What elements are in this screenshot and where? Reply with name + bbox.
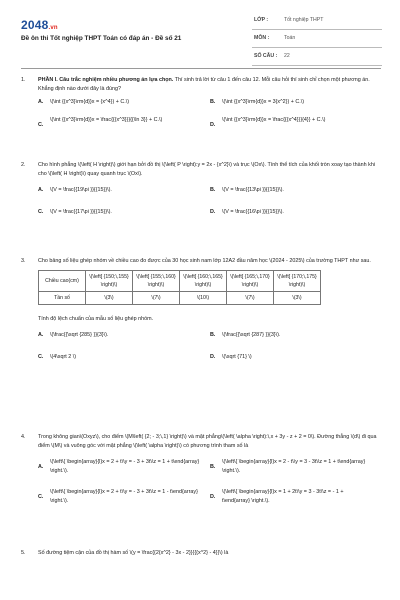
answer-options: A. \(\frac{{\sqrt {285} }}{3}\). B. \(\frac{{\sqrt {287} }}{3}\). C. \(4\sqrt 2 \) D. \(\sqrt {71} \): [38, 331, 281, 360]
question-3: [0, 257, 400, 433]
table-cell: \(\left[ {155;\,160} \right)\): [133, 271, 180, 292]
table-row: [39, 292, 321, 305]
table-cell: \(7\): [133, 292, 180, 305]
question-number: 1.: [21, 77, 26, 83]
question-4: [0, 433, 400, 549]
site-logo[interactable]: 2048.vn: [21, 18, 58, 32]
table-header-cell: Tần số: [39, 292, 86, 305]
table-cell: \(\left[ {170;\,175} \right)\): [274, 271, 321, 292]
answer-options: A. \(\left\{ \begin{array}{l}x = 2 + t\\y = - 3 + 3t\\z = 1 + t\end{array} \right.\). B. \(\left\{ \begin{array}{l}x = 2 - t\\y = 3 - 3t\\z = 1 + t\end{array} \right.\). C. \(\left\{ \begin{array}{l}x = 2 + t\\y = - 3 + 3t\\z = 1 - t\end{array} \right.\). D. \(\left\{ \begin{array}{l}x = 1 + 2t\\y = 3 - 3t\\z = - 1 + t\end{array} \right.\).: [38, 458, 366, 505]
question-text: Trong không gian\(Oxyz\), cho điểm \(M\left( {2; - 3;\,1} \right)\) và mặt phẳng\(\left( \alpha \right):\,x + 3y - z + 2 = 0\). Đường thẳng \(d\) đi qua điểm \(M\) và vuông góc với mặt phẳng \(\left( \alpha \right)\) có phương trình tham số là: [38, 434, 377, 450]
meta-row-subject: MÔN : Toán: [252, 30, 382, 48]
question-5: [0, 549, 400, 569]
table-cell: \(3\): [274, 292, 321, 305]
question-text: Cho hình phẳng \(\left( H \right)\) giới hạn bởi đồ thị \(\left( P \right):y = 2x - {x^2}\) và trục \(Ox\). Tính thể tích của khối tròn xoay tạo thành khi cho \(\left( H \right)\) quay quanh trục \(Ox\).: [38, 162, 376, 178]
exam-meta: [252, 12, 382, 66]
document-title: Đề ôn thi Tốt nghiệp THPT Toán có đáp án - Đề số 21: [21, 35, 182, 42]
table-cell: \(7\): [227, 292, 274, 305]
table-cell: \(\left[ {160;\,165} \right)\): [180, 271, 227, 292]
table-cell: \(3\): [86, 292, 133, 305]
meta-row-class: LỚP : Tốt nghiệp THPT: [252, 12, 382, 30]
question-text: PHẦN I. Câu trắc nghiệm nhiều phương án lựa chọn. Thí sinh trả lời từ câu 1 đến câu 12. Mỗi câu hỏi thí sinh chỉ chọn một phương án.: [38, 77, 370, 83]
table-cell: \(10\): [180, 292, 227, 305]
frequency-table: [38, 270, 321, 305]
question-list: [0, 76, 400, 569]
question-number: 4.: [21, 434, 26, 440]
section-heading: PHẦN I. Câu trắc nghiệm nhiều phương án lựa chọn.: [38, 77, 174, 83]
question-2: [0, 161, 400, 257]
question-text: Số đường tiệm cận của đồ thị hàm số \(y = \frac{{2{x^2} - 3x - 2}}{{{x^2} - 4}}\) là: [38, 550, 229, 556]
question-prompt: Khẳng định nào dưới đây là đúng?: [38, 86, 121, 93]
question-text: Cho bảng số liệu ghép nhóm về chiều cao đo được của 30 học sinh nam lớp 12A2 đầu năm học \(2024 - 2025\) của trường THPT như sau.: [38, 258, 371, 264]
table-cell: \(\left[ {165;\,170} \right)\): [227, 271, 274, 292]
table-row: [39, 271, 321, 292]
question-1: [0, 76, 400, 161]
table-cell: \(\left[ {150;\,155} \right)\): [86, 271, 133, 292]
question-number: 5.: [21, 550, 26, 556]
question-number: 3.: [21, 258, 26, 264]
question-number: 2.: [21, 162, 26, 168]
question-prompt: Tính độ lệch chuẩn của mẫu số liệu ghép nhóm.: [38, 316, 154, 323]
meta-row-question-count: SỐ CÂU : 22: [252, 48, 382, 66]
table-header-cell: Chiều cao(cm): [39, 271, 86, 292]
answer-options: A. \(\int {{x^3}\rm{d}}x = {x^4}) + C.\) B. \(\int {{x^3}\rm{d}}x = 3{x^2}) + C.\) C. \(\int {{x^3}\rm{d}}x = \frac{{{x^3}}}{{\ln 3}} + C.\) D. \(\int {{x^3}\rm{d}}x = \frac{{{x^4}}}{4}} + C.\): [38, 98, 326, 128]
header-divider: [21, 68, 381, 69]
answer-options: A. \(V = \frac{{19\pi }}{{15}}\). B. \(V = \frac{{13\pi }}{{15}}\). C. \(V = \frac{{17\pi }}{{15}}\). D. \(V = \frac{{16\pi }}{{15}}\).: [38, 186, 284, 215]
page-header: [0, 0, 400, 64]
